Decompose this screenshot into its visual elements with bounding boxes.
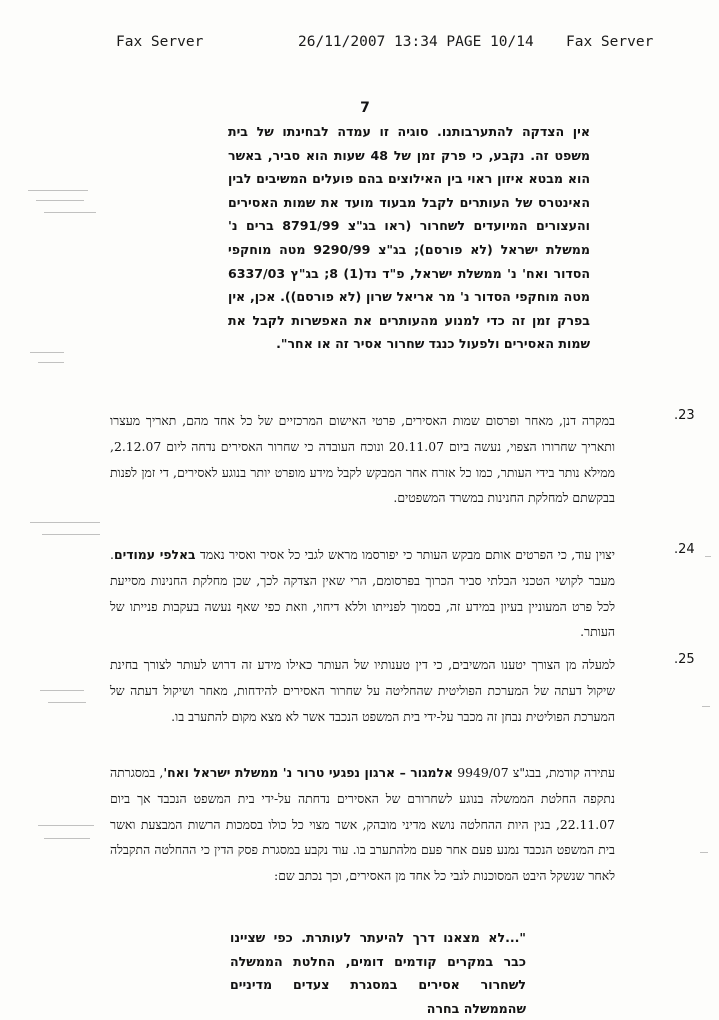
paragraph-text-start: יצוין עוד, כי הפרטים אותם מבקש העותר כי יפורסמו מראש לגבי כל אסיר ואסיר נאמד — [195, 547, 615, 562]
scan-artifact — [48, 702, 86, 703]
scan-artifact — [702, 706, 710, 707]
fax-header — [0, 34, 719, 54]
case-name: אלמגור – ארגון נפגעי טרור נ' ממשלת ישראל ואח' — [163, 765, 454, 780]
quote-text: אין הצדקה להתערבותנו. סוגיה זו עמדה לבחינתו של בית משפט זה. נקבע, כי פרק זמן של 48 שעות הוא סביר, באשר הוא מבטא איזון ראוי בין האילוצים בהם פועלים המשיבים לבין האינטרס של העותרים לקבל מבעוד מועד את שמות האסירים והעצורים המיועדים לשחרור (ראו בג"צ 8791/99 ברים נ' ממשלת ישראל (לא פורסם); בג"צ 9290/99 מטה מוחקפי הסדור ואח' נ' ממשלת ישראל, פ"ד נד(1) 8; בג"ץ 6337/03 מטה מוחקפי הסדור נ' מר אריאל שרון (לא פורסם)). אכן, אין בפרק זמן זה כדי למנוע מהעותרים את האפשרות לקבל את שמות האסירים ולפעול כנגד שחרור אסיר זה או אחר". — [228, 124, 591, 352]
scan-artifact — [30, 352, 64, 353]
paragraph-23 — [110, 408, 718, 508]
scan-artifact — [44, 212, 96, 213]
scan-artifact — [28, 190, 88, 191]
paragraph-25 — [110, 652, 718, 752]
paragraph-text: למעלה מן הצורך יטענו המשיבים, כי דין טענותיו של העותר כאילו מידע זה דרוש לעותר לצורך בחינת שיקול דעתה של המערכת הפוליטית שהחליטה על שחרור האסירים להידחות, מאחר ושיקול דעתה של המערכת הפוליטית נבחן זה מכבר על-ידי בית המשפט הנכבד אשר לא מצא מקום להתערב בו. — [110, 657, 615, 724]
scan-artifact — [705, 556, 711, 557]
scan-artifact — [36, 200, 84, 201]
scan-artifact — [44, 838, 90, 839]
fax-header-right: Fax Server — [566, 34, 654, 50]
emphasis-text: באלפי עמודים — [113, 547, 196, 562]
paragraph-number: .23 — [674, 408, 695, 423]
paragraph-text: במקרה דנן, מאחר ופרסום שמות האסירים, פרטי האישום המרכזיים של כל אחד מהם, תאריך מעצרו ותאריך שחרורו הצפוי, נעשה ביום 20.11.07 ונוכח העובדה כי שחרור האסירים נדחה ליום 2.12.07, ממילא נותר בידי העותר, כמו כל אזרח אחר המבקש לקבל מידע מופרט יותר בנוגע לאסירים, די זמן לפנות בבקשתם למחלקת החנינות במשרד המשפטים. — [110, 413, 615, 506]
quote-text: "...לא מצאנו דרך להיעתר לעותרת. כפי שציינו כבר במקרים קודמים דומים, החלטת הממשלה לשחרור אסירים במסגרת צעדים מדיניים שהממשלה בחרה — [230, 930, 526, 1016]
scan-artifact — [700, 852, 708, 853]
paragraph-24 — [110, 542, 718, 642]
scan-artifact — [42, 534, 100, 535]
scan-artifact — [40, 690, 84, 691]
fax-header-left: Fax Server — [116, 34, 204, 50]
block-quote-precedent — [228, 120, 590, 356]
scan-artifact — [38, 362, 64, 363]
paragraph-number: .24 — [674, 542, 695, 557]
scan-artifact — [30, 522, 100, 523]
paragraph-previous-petition — [110, 760, 615, 884]
paragraph-text-end: , במסגרתה נתקפה החלטת הממשלה בנוגע לשחרורם של האסירים נדחתה על-ידי בית המשפט הנכבד אך ביום 22.11.07, בגין היות ההחלטה נושא מדיני מובהק, אשר מצוי כל כולו בסמכות הרשות המבצעת ואשר בית המשפט הנכבד נמנע פעם אחר פעם מלהתערב בו. עוד נקבע במסגרת פסק הדין כי ההחלטה התקבלה לאחר שנשקל היבט המסוכנות לגבי כל אחד מן האסירים, וכך נכתב שם: — [110, 765, 615, 884]
scan-artifact — [38, 825, 94, 826]
paragraph-text-end: . מעבר לקושי הטכני הבלתי סביר הכרוך בפרסומם, הרי שאין הצדקה לכך, שכן מחלקת החנינות מסייעת לכל פרט המעוניין בעיון במידע זה, בסמוך לפנייתו וללא דיחוי, וזאת כפי שאף נעשה בעקבות פנייתו של העותר. — [110, 547, 615, 640]
block-quote-ruling — [230, 926, 526, 1020]
page-number: 7 — [360, 100, 370, 116]
paragraph-text-start: עתירה קודמת, בבג"צ 9949/07 — [453, 765, 615, 780]
paragraph-number: .25 — [674, 652, 695, 667]
fax-header-timestamp: 26/11/2007 13:34 PAGE 10/14 — [298, 34, 534, 50]
paragraph-text — [110, 542, 615, 645]
paragraph-text — [110, 760, 615, 889]
